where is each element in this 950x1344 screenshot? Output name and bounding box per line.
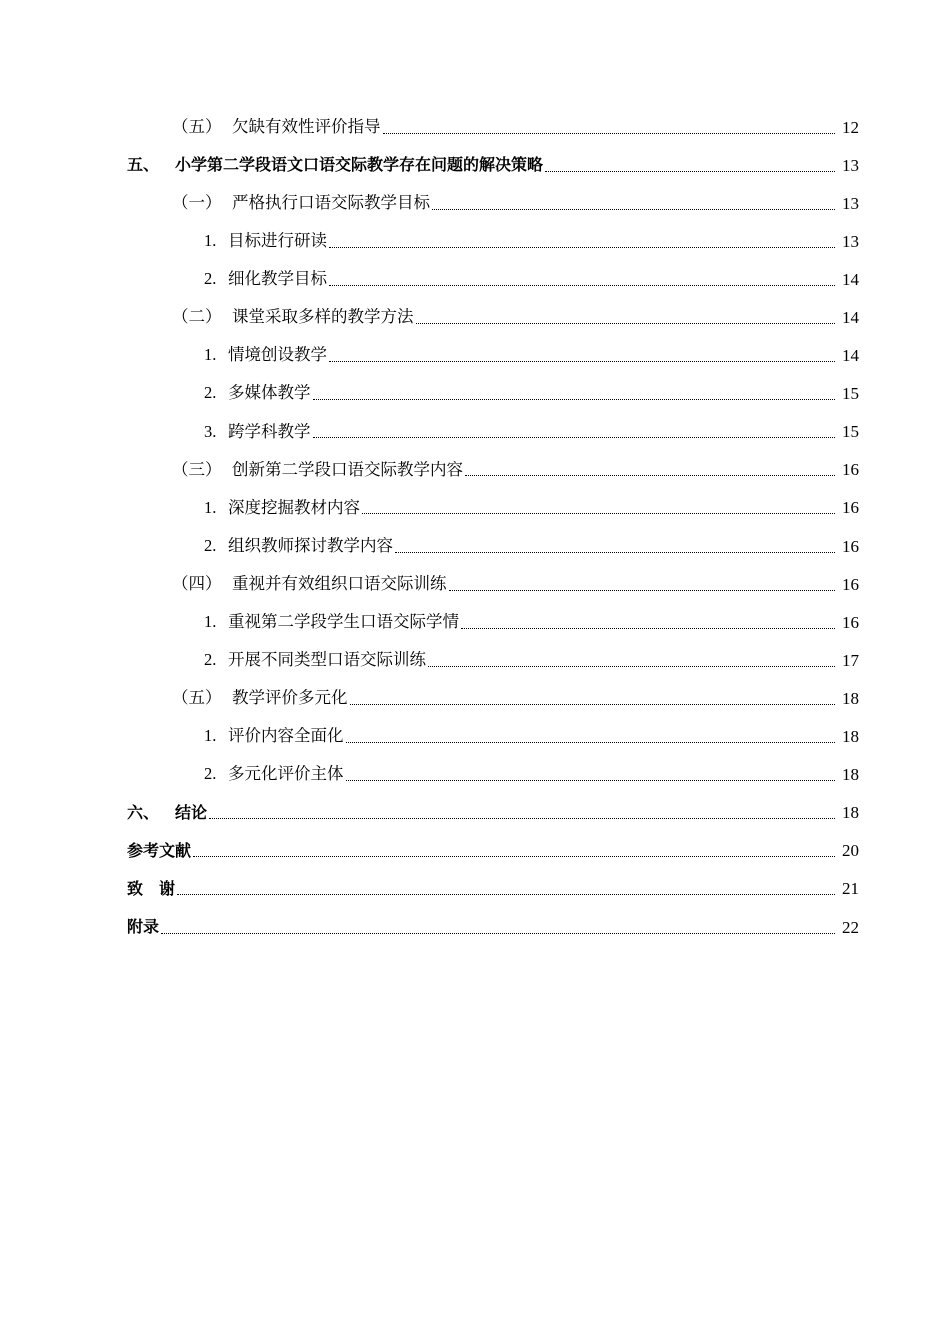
dot-leader (432, 209, 835, 210)
toc-entry[interactable] (0, 756, 950, 794)
dot-leader (461, 628, 835, 629)
toc-entry-label (204, 421, 311, 441)
toc-entry-label (127, 919, 159, 935)
toc-entry-label (172, 459, 463, 479)
toc-entry-page-number: 14 (842, 308, 859, 328)
toc-entry[interactable] (0, 565, 950, 603)
toc-entry-number: 2. (204, 383, 217, 403)
toc-entry-label (204, 497, 360, 517)
toc-entry-title: 教学评价多元化 (232, 688, 348, 708)
toc-entry-page-number: 16 (842, 574, 859, 594)
toc-entry-title: 参考文献 (127, 840, 192, 860)
toc-entry-label (204, 766, 344, 783)
dot-leader (313, 399, 836, 400)
toc-entry-title: 目标进行研读 (228, 231, 327, 251)
toc-entry-page-number: 13 (842, 155, 859, 175)
toc-entry-label (204, 535, 393, 555)
toc-entry-label (172, 690, 348, 707)
toc-entry-page-number: 18 (842, 688, 859, 708)
dot-leader (346, 742, 836, 743)
toc-entry-title: 欠缺有效性评价指导 (232, 116, 381, 136)
toc-entry-number: （二） (172, 307, 222, 327)
toc-entry-page-number: 16 (842, 460, 859, 480)
toc-entry-page-number: 22 (842, 917, 859, 937)
toc-entry[interactable] (0, 298, 950, 336)
dot-leader (545, 171, 835, 172)
toc-entry-label (172, 573, 447, 593)
toc-entry-title: 创新第二学段口语交际教学内容 (232, 459, 463, 479)
toc-entry[interactable] (0, 222, 950, 260)
toc-entry[interactable] (0, 603, 950, 641)
toc-entry-label (172, 116, 381, 136)
toc-entry-number: 3. (204, 421, 217, 441)
toc-entry-number: （四） (172, 573, 222, 593)
dot-leader (465, 475, 835, 476)
toc-entry-number: 1. (204, 497, 217, 517)
toc-entry-title: 课堂采取多样的教学方法 (232, 307, 414, 327)
toc-entry-label (127, 802, 208, 822)
toc-entry-page-number: 18 (842, 765, 859, 785)
toc-entry-number: （五） (172, 116, 222, 136)
toc-entry[interactable] (0, 184, 950, 222)
toc-entry[interactable] (0, 337, 950, 375)
toc-entry-number: 1. (204, 231, 217, 251)
dot-leader (193, 856, 835, 857)
toc-entry-page-number: 13 (842, 193, 859, 213)
toc-entry-number: （三） (172, 459, 222, 479)
dot-leader (329, 361, 835, 362)
toc-entry-label (204, 347, 327, 364)
toc-entry-number: 2. (204, 535, 217, 555)
toc-entry-title: 开展不同类型口语交际训练 (228, 650, 426, 670)
toc-entry-page-number: 12 (842, 117, 859, 137)
toc-entry-title: 附录 (127, 917, 160, 937)
toc-entry-page-number: 13 (842, 231, 859, 251)
toc-entry-number: 六、 (127, 802, 160, 822)
toc-entry-number: 2. (204, 269, 217, 289)
toc-entry-page-number: 16 (842, 612, 859, 632)
toc-entry-page-number: 16 (842, 536, 859, 556)
toc-entry-label (204, 728, 344, 745)
toc-entry-number: 2. (204, 764, 217, 784)
toc-entry[interactable] (0, 679, 950, 717)
toc-entry[interactable] (0, 832, 950, 870)
toc-entry-page-number: 17 (842, 650, 859, 670)
toc-entry-page-number: 18 (842, 727, 859, 747)
toc-entry-number: 2. (204, 650, 217, 670)
toc-entry-label (172, 309, 414, 326)
toc-entry[interactable] (0, 375, 950, 413)
toc-entry-number: 1. (204, 726, 217, 746)
dot-leader (416, 323, 836, 324)
toc-entry-page-number: 14 (842, 269, 859, 289)
dot-leader (350, 704, 836, 705)
toc-entry-title: 多元化评价主体 (228, 764, 344, 784)
toc-entry[interactable] (0, 908, 950, 946)
toc-entry-label (204, 652, 426, 669)
toc-entry-number: 五、 (127, 155, 160, 175)
dot-leader (329, 247, 835, 248)
toc-entry-title: 细化教学目标 (228, 269, 327, 289)
dot-leader (346, 780, 836, 781)
toc-entry[interactable] (0, 451, 950, 489)
toc-entry-page-number: 16 (842, 498, 859, 518)
toc-entry[interactable] (0, 260, 950, 298)
dot-leader (329, 285, 835, 286)
dot-leader (362, 513, 835, 514)
toc-entry-label (127, 840, 192, 860)
toc-entry-title: 组织教师探讨教学内容 (228, 535, 393, 555)
toc-entry[interactable] (0, 489, 950, 527)
toc-entry-title: 重视并有效组织口语交际训练 (232, 573, 447, 593)
dot-leader (313, 437, 836, 438)
toc-entry-title: 致 谢 (127, 878, 176, 898)
toc-entry-label (127, 878, 176, 898)
toc-entry-number: 1. (204, 612, 217, 632)
toc-entry-title: 评价内容全面化 (228, 726, 344, 746)
toc-entry-title: 严格执行口语交际教学目标 (232, 192, 430, 212)
toc-entry-title: 小学第二学段语文口语交际教学存在问题的解决策略 (175, 155, 544, 175)
toc-entry-title: 深度挖掘教材内容 (228, 497, 360, 517)
dot-leader (395, 552, 835, 553)
toc-entry-label (172, 192, 430, 212)
toc-entry-label (204, 614, 459, 631)
toc-entry-page-number: 20 (842, 841, 859, 861)
toc-entry-page-number: 21 (842, 879, 859, 899)
toc-entry-number: （一） (172, 192, 222, 212)
toc-entry-label (204, 385, 311, 402)
toc-entry-label (127, 157, 543, 173)
toc-entry[interactable] (0, 794, 950, 832)
toc-entry[interactable] (0, 146, 950, 184)
toc-entry-number: （五） (172, 688, 222, 708)
table-of-contents (0, 108, 950, 946)
dot-leader (209, 818, 835, 819)
dot-leader (177, 894, 835, 895)
toc-entry[interactable] (0, 413, 950, 451)
toc-entry-title: 情境创设教学 (228, 345, 327, 365)
toc-entry-label (204, 271, 327, 288)
dot-leader (161, 933, 835, 934)
toc-entry-page-number: 18 (842, 803, 859, 823)
toc-entry-page-number: 15 (842, 422, 859, 442)
toc-entry-title: 多媒体教学 (228, 383, 311, 403)
toc-entry-page-number: 15 (842, 384, 859, 404)
dot-leader (383, 133, 836, 134)
toc-entry-title: 结论 (175, 802, 208, 822)
toc-entry[interactable] (0, 641, 950, 679)
toc-entry-title: 跨学科教学 (228, 421, 311, 441)
toc-entry-number: 1. (204, 345, 217, 365)
toc-entry[interactable] (0, 108, 950, 146)
toc-entry-title: 重视第二学段学生口语交际学情 (228, 612, 459, 632)
toc-entry[interactable] (0, 527, 950, 565)
toc-entry-page-number: 14 (842, 346, 859, 366)
dot-leader (449, 590, 836, 591)
toc-entry-label (204, 233, 327, 250)
toc-entry[interactable] (0, 870, 950, 908)
dot-leader (428, 666, 835, 667)
toc-entry[interactable] (0, 718, 950, 756)
